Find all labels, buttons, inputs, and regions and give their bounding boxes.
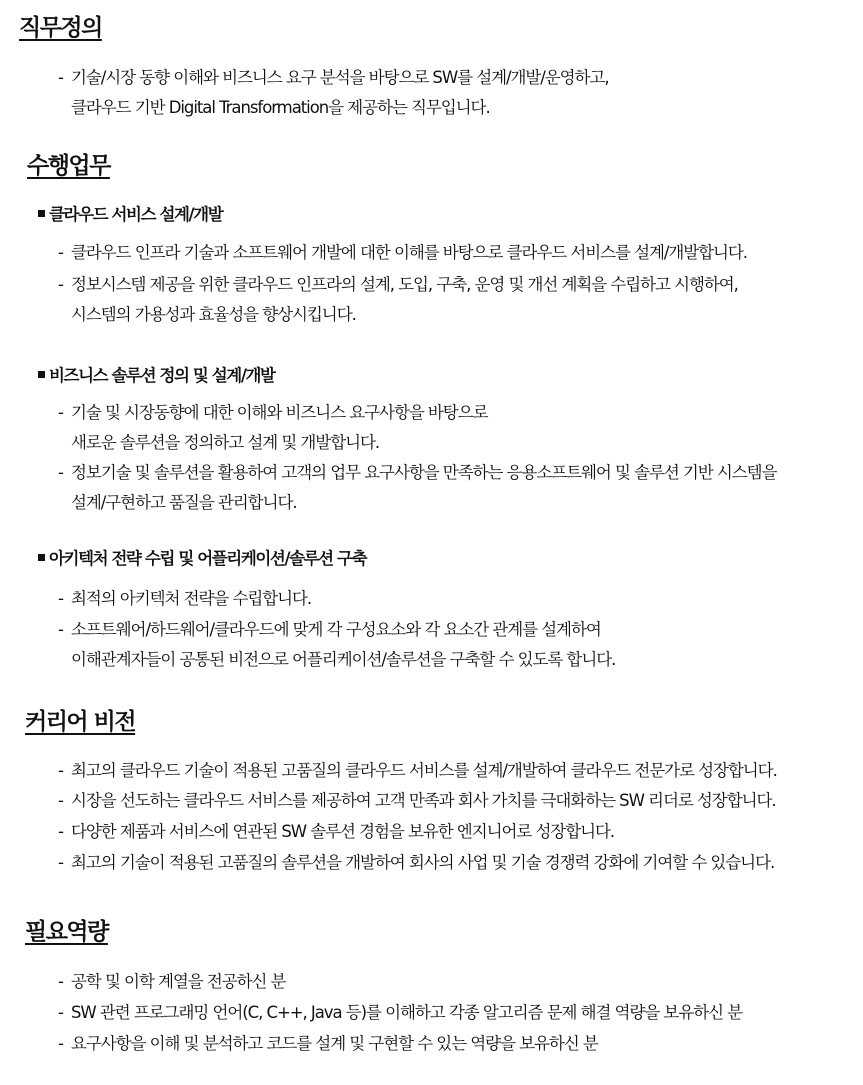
list-item: - 공학 및 이학 계열을 전공하신 분 xyxy=(58,972,286,991)
square-bullet-icon xyxy=(38,210,45,217)
list-item: - 정보시스템 제공을 위한 클라우드 인프라의 설계, 도입, 구축, 운영 및 개선 계획을 수립하고 시행하여, 시스템의 가용성과 효율성을 향상시킵니다. xyxy=(58,275,738,324)
list-item: - 기술 및 시장동향에 대한 이해와 비즈니스 요구사항을 바탕으로 새로운 솔루션을 정의하고 설계 및 개발합니다. xyxy=(58,403,488,452)
subsection-title-architecture: 아키텍처 전략 수립 및 어플리케이션/솔루션 구축 xyxy=(38,548,366,570)
list-item: - 클라우드 인프라 기술과 소프트웨어 개발에 대한 이해를 바탕으로 클라우드 서비스를 설계/개발합니다. xyxy=(58,243,747,262)
list-item: - 기술/시장 동향 이해와 비즈니스 요구 분석을 바탕으로 SW를 설계/개발/운영하고, 클라우드 기반 Digital Transformation을 제공하는 직무입니다. xyxy=(58,68,609,117)
subsection-title-cloud-service: 클라우드 서비스 설계/개발 xyxy=(38,204,222,226)
list-item: - 요구사항을 이해 및 분석하고 코드를 설계 및 구현할 수 있는 역량을 보유하신 분 xyxy=(58,1034,598,1053)
list-item: - 최고의 클라우드 기술이 적용된 고품질의 클라우드 서비스를 설계/개발하여 클라우드 전문가로 성장합니다. xyxy=(58,761,777,780)
section-title-vision: 커리어 비전 xyxy=(25,709,136,735)
list-item: - 소프트웨어/하드웨어/클라우드에 맞게 각 구성요소와 각 요소간 관계를 설계하여 이해관계자들이 공통된 비전으로 어플리케이션/솔루션을 구축할 수 있도록 합니다. xyxy=(58,620,616,669)
list-item: - 정보기술 및 솔루션을 활용하여 고객의 업무 요구사항을 만족하는 응용소프트웨어 및 솔루션 기반 시스템을 설계/구현하고 품질을 관리합니다. xyxy=(58,463,777,512)
subsection-title-business-solution: 비즈니스 솔루션 정의 및 설계/개발 xyxy=(38,365,275,387)
section-title-definition: 직무정의 xyxy=(19,15,102,41)
section-title-competency: 필요역량 xyxy=(25,919,108,945)
list-item: - 시장을 선도하는 클라우드 서비스를 제공하여 고객 만족과 회사 가치를 극대화하는 SW 리더로 성장합니다. xyxy=(58,791,776,810)
section-title-duties: 수행업무 xyxy=(27,153,110,179)
list-item: - 최적의 아키텍처 전략을 수립합니다. xyxy=(58,589,312,608)
square-bullet-icon xyxy=(38,554,45,561)
square-bullet-icon xyxy=(38,371,45,378)
list-item: - 최고의 기술이 적용된 고품질의 솔루션을 개발하여 회사의 사업 및 기술 경쟁력 강화에 기여할 수 있습니다. xyxy=(58,853,775,872)
list-item: - SW 관련 프로그래밍 언어(C, C++, Java 등)를 이해하고 각종 알고리즘 문제 해결 역량을 보유하신 분 xyxy=(58,1003,743,1022)
list-item: - 다양한 제품과 서비스에 연관된 SW 솔루션 경험을 보유한 엔지니어로 성장합니다. xyxy=(58,822,615,841)
